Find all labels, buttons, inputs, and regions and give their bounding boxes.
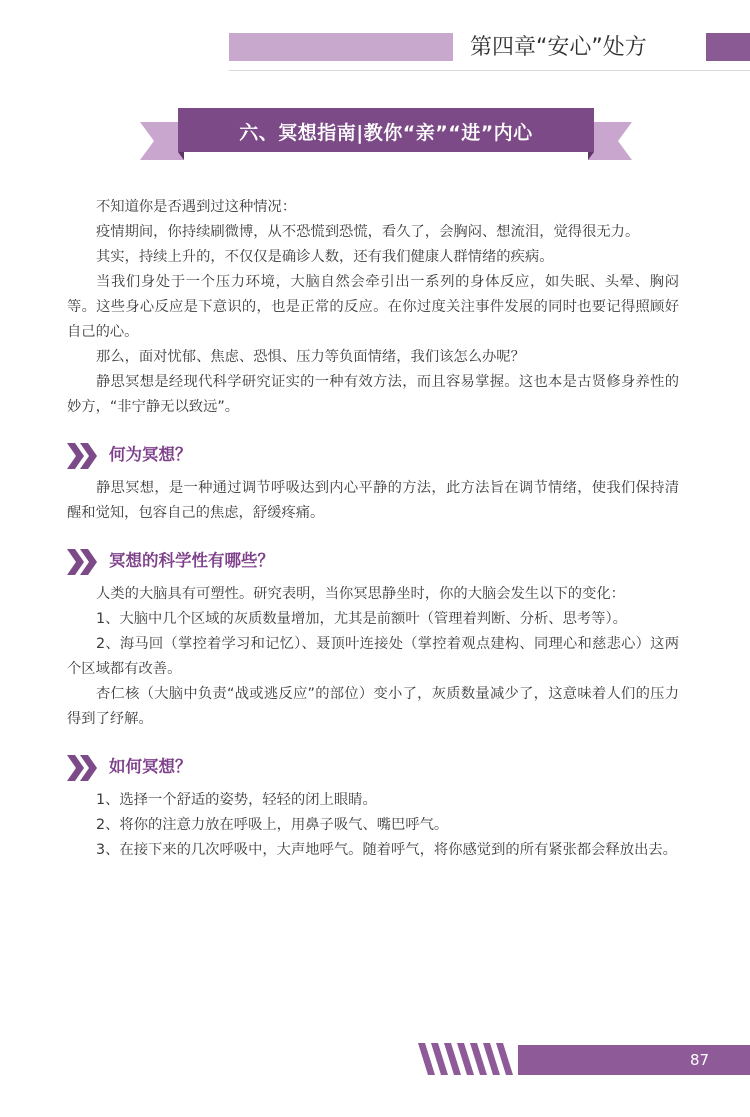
header-accent-bar bbox=[229, 33, 453, 61]
intro-paragraph: 其实，持续上升的，不仅仅是确诊人数，还有我们健康人群情绪的疾病。 bbox=[96, 249, 554, 265]
section-paragraph: 1、选择一个舒适的姿势，轻轻的闭上眼睛。 bbox=[96, 792, 377, 808]
section-paragraph: 3、在接下来的几次呼吸中，大声地呼气。随着呼气，将你感觉到的所有紧张都会释放出去。 bbox=[96, 842, 677, 858]
header-accent-block bbox=[706, 33, 750, 61]
section-heading bbox=[67, 750, 679, 784]
intro-paragraph: 当我们身处于一个压力环境，大脑自然会牵引出一系列的身体反应，如失眠、头晕、胸闷等。这些身心反应是下意识的，也是正常的反应。在你过度关注事件发展的同时也要记得照顾好自己的心。 bbox=[67, 274, 679, 340]
section-title: 冥想的科学性有哪些？ bbox=[109, 551, 274, 570]
header-divider bbox=[229, 70, 750, 71]
section-paragraph: 1、大脑中几个区域的灰质数量增加，尤其是前额叶（管理着判断、分析、思考等）。 bbox=[96, 611, 627, 627]
double-chevron-icon bbox=[67, 547, 99, 577]
intro-paragraph: 疫情期间，你持续刷微博，从不恐慌到恐慌，看久了，会胸闷、想流泪，觉得很无力。 bbox=[96, 224, 640, 240]
chapter-title: 第四章“安心”处方 bbox=[470, 35, 647, 60]
footer-bar bbox=[518, 1045, 750, 1075]
section-paragraph: 2、海马回（掌控着学习和记忆）、聂顶叶连接处（掌控着观点建构、同理心和慈悲心）这两个区域都有改善。 bbox=[67, 636, 679, 677]
article-body bbox=[67, 195, 679, 863]
double-chevron-icon bbox=[67, 753, 99, 783]
section-paragraph: 静思冥想，是一种通过调节呼吸达到内心平静的方法，此方法旨在调节情绪，使我们保持清醒和觉知，包容自己的焦虑，舒缓疼痛。 bbox=[67, 480, 679, 521]
page-number: 87 bbox=[690, 1051, 710, 1069]
section-heading bbox=[67, 438, 679, 472]
section-paragraph: 2、将你的注意力放在呼吸上，用鼻子吸气、嘴巴呼气。 bbox=[96, 817, 449, 833]
footer-stripes bbox=[418, 1043, 528, 1075]
section-banner bbox=[140, 108, 632, 160]
intro-paragraph: 不知道你是否遇到过这种情况： bbox=[96, 199, 297, 215]
section-title: 如何冥想？ bbox=[109, 757, 192, 776]
section-heading bbox=[67, 544, 679, 578]
banner-title: 六、冥想指南|教你“亲”“进”内心 bbox=[239, 122, 533, 144]
double-chevron-icon bbox=[67, 441, 99, 471]
section-paragraph: 杏仁核（大脑中负责“战或逃反应”的部位）变小了，灰质数量减少了，这意味着人们的压力得到了纾解。 bbox=[67, 686, 679, 727]
section-paragraph: 人类的大脑具有可塑性。研究表明，当你冥思静坐时，你的大脑会发生以下的变化： bbox=[96, 586, 625, 602]
intro-paragraph: 静思冥想是经现代科学研究证实的一种有效方法，而且容易掌握。这也本是古贤修身养性的妙方，“非宁静无以致远”。 bbox=[67, 374, 679, 415]
section-title: 何为冥想？ bbox=[109, 445, 192, 464]
intro-paragraph: 那么，面对忧郁、焦虑、恐惧、压力等负面情绪，我们该怎么办呢？ bbox=[96, 349, 525, 365]
